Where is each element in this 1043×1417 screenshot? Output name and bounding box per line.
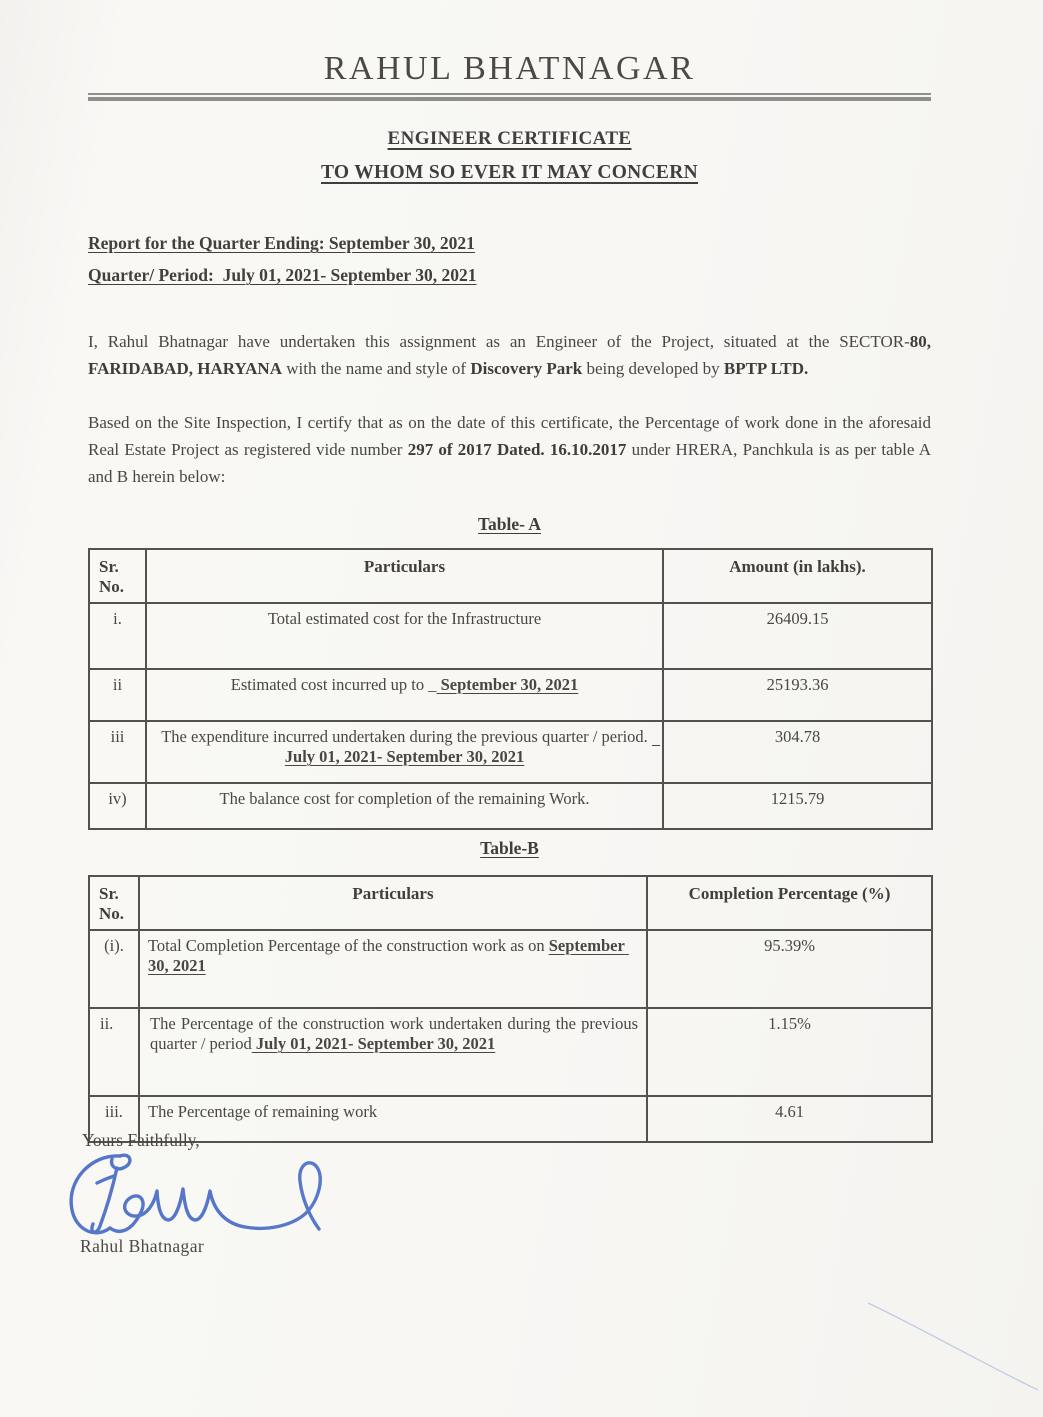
project-location: 80, FARIDABAD, HARYANA bbox=[88, 332, 931, 378]
amount-cell: 26409.15 bbox=[663, 603, 932, 669]
table-a-title: Table- A bbox=[477, 514, 542, 534]
sr-cell: i. bbox=[89, 603, 146, 669]
intro-paragraph bbox=[88, 328, 931, 382]
certification-text: Based on the Site Inspection, I certify that as on the date of this certificate, the Percentage of work done in the aforesaid Real Estate Project as registered vide number bbox=[88, 413, 931, 459]
particulars-text: Total estimated cost for the Infrastructure bbox=[267, 609, 542, 628]
particulars-text: The Percentage of the construction work undertaken during the previous quarter / period bbox=[150, 1014, 638, 1053]
sr-cell: iii bbox=[89, 721, 146, 783]
particulars-cell bbox=[139, 1008, 647, 1096]
particulars-cell bbox=[146, 721, 663, 783]
certificate-title: ENGINEER CERTIFICATE bbox=[387, 128, 632, 149]
column-header-sr-no: Sr. No. bbox=[89, 549, 146, 603]
concern-title: TO WHOM SO EVER IT MAY CONCERN bbox=[320, 162, 699, 183]
amount-cell: 1215.79 bbox=[663, 783, 932, 829]
certification-paragraph bbox=[88, 409, 931, 490]
amount-cell: 304.78 bbox=[663, 721, 932, 783]
table-row bbox=[89, 1096, 932, 1142]
intro-text: being developed by bbox=[582, 359, 724, 378]
table-row bbox=[89, 721, 932, 783]
particulars-text: Total Completion Percentage of the construction work as on bbox=[148, 936, 549, 955]
project-name: Discovery Park bbox=[470, 359, 583, 378]
particulars-date: July 01, 2021- September 30, 2021 bbox=[284, 727, 661, 766]
sr-cell: ii bbox=[89, 669, 146, 721]
amount-cell: 4.61 bbox=[647, 1096, 932, 1142]
sr-cell: (i). bbox=[89, 930, 139, 1008]
amount-cell: 1.15% bbox=[647, 1008, 932, 1096]
rule-thin-line bbox=[88, 93, 931, 95]
intro-text: with the name and style of bbox=[281, 359, 471, 378]
column-header-particulars: Particulars bbox=[139, 876, 647, 930]
sr-cell: iii. bbox=[89, 1096, 139, 1142]
table-a bbox=[88, 548, 933, 830]
amount-cell: 95.39% bbox=[647, 930, 932, 1008]
table-b-header-row bbox=[89, 876, 932, 930]
column-header-particulars: Particulars bbox=[146, 549, 663, 603]
report-quarter-line: Report for the Quarter Ending: September 30, 2021 bbox=[88, 233, 475, 253]
intro-text: I, Rahul Bhatnagar have undertaken this assignment as an Engineer of the Project, situated at the SECTOR- bbox=[88, 332, 910, 351]
table-row bbox=[89, 669, 932, 721]
letterhead-name: RAHUL BHATNAGAR bbox=[323, 50, 696, 87]
particulars-cell bbox=[146, 669, 663, 721]
amount-cell: 25193.36 bbox=[663, 669, 932, 721]
particulars-text: The balance cost for completion of the remaining Work. bbox=[219, 789, 590, 808]
sr-cell: ii. bbox=[89, 1008, 139, 1096]
letterhead-rule bbox=[88, 93, 931, 101]
table-b-title: Table-B bbox=[480, 838, 539, 858]
table-row bbox=[89, 603, 932, 669]
scan-artifact-line bbox=[820, 1270, 1043, 1407]
column-header-completion: Completion Percentage (%) bbox=[647, 876, 932, 930]
column-header-amount: Amount (in lakhs). bbox=[663, 549, 932, 603]
signatory-name: Rahul Bhatnagar bbox=[80, 1236, 205, 1256]
closing-salutation: Yours Faithfully, bbox=[82, 1130, 200, 1150]
particulars-cell bbox=[139, 930, 647, 1008]
particulars-cell bbox=[139, 1096, 647, 1142]
particulars-date: September 30, 2021 bbox=[436, 675, 579, 694]
quarter-period-line: Quarter/ Period: July 01, 2021- September 30, 2021 bbox=[88, 265, 477, 285]
particulars-cell bbox=[146, 603, 663, 669]
particulars-text: The Percentage of remaining work bbox=[148, 1102, 378, 1121]
column-header-sr-no: Sr. No. bbox=[89, 876, 139, 930]
developer-name: BPTP LTD. bbox=[723, 359, 809, 378]
certification-text: under HRERA, Panchkula is as per table A and B herein below: bbox=[88, 440, 932, 486]
table-a-header-row bbox=[89, 549, 932, 603]
sr-cell: iv) bbox=[89, 783, 146, 829]
particulars-date: July 01, 2021- September 30, 2021 bbox=[251, 1034, 496, 1053]
table-row bbox=[89, 930, 932, 1008]
table-row bbox=[89, 1008, 932, 1096]
rule-thick-line bbox=[88, 97, 931, 101]
particulars-cell bbox=[146, 783, 663, 829]
table-row bbox=[89, 783, 932, 829]
registration-number: 297 of 2017 Dated. 16.10.2017 bbox=[407, 440, 627, 459]
particulars-text: Estimated cost incurred up to _ bbox=[230, 675, 437, 694]
particulars-date: September 30, 2021 bbox=[148, 936, 629, 975]
table-b bbox=[88, 875, 933, 1143]
particulars-text: The expenditure incurred undertaken during the previous quarter / period. bbox=[161, 727, 652, 746]
